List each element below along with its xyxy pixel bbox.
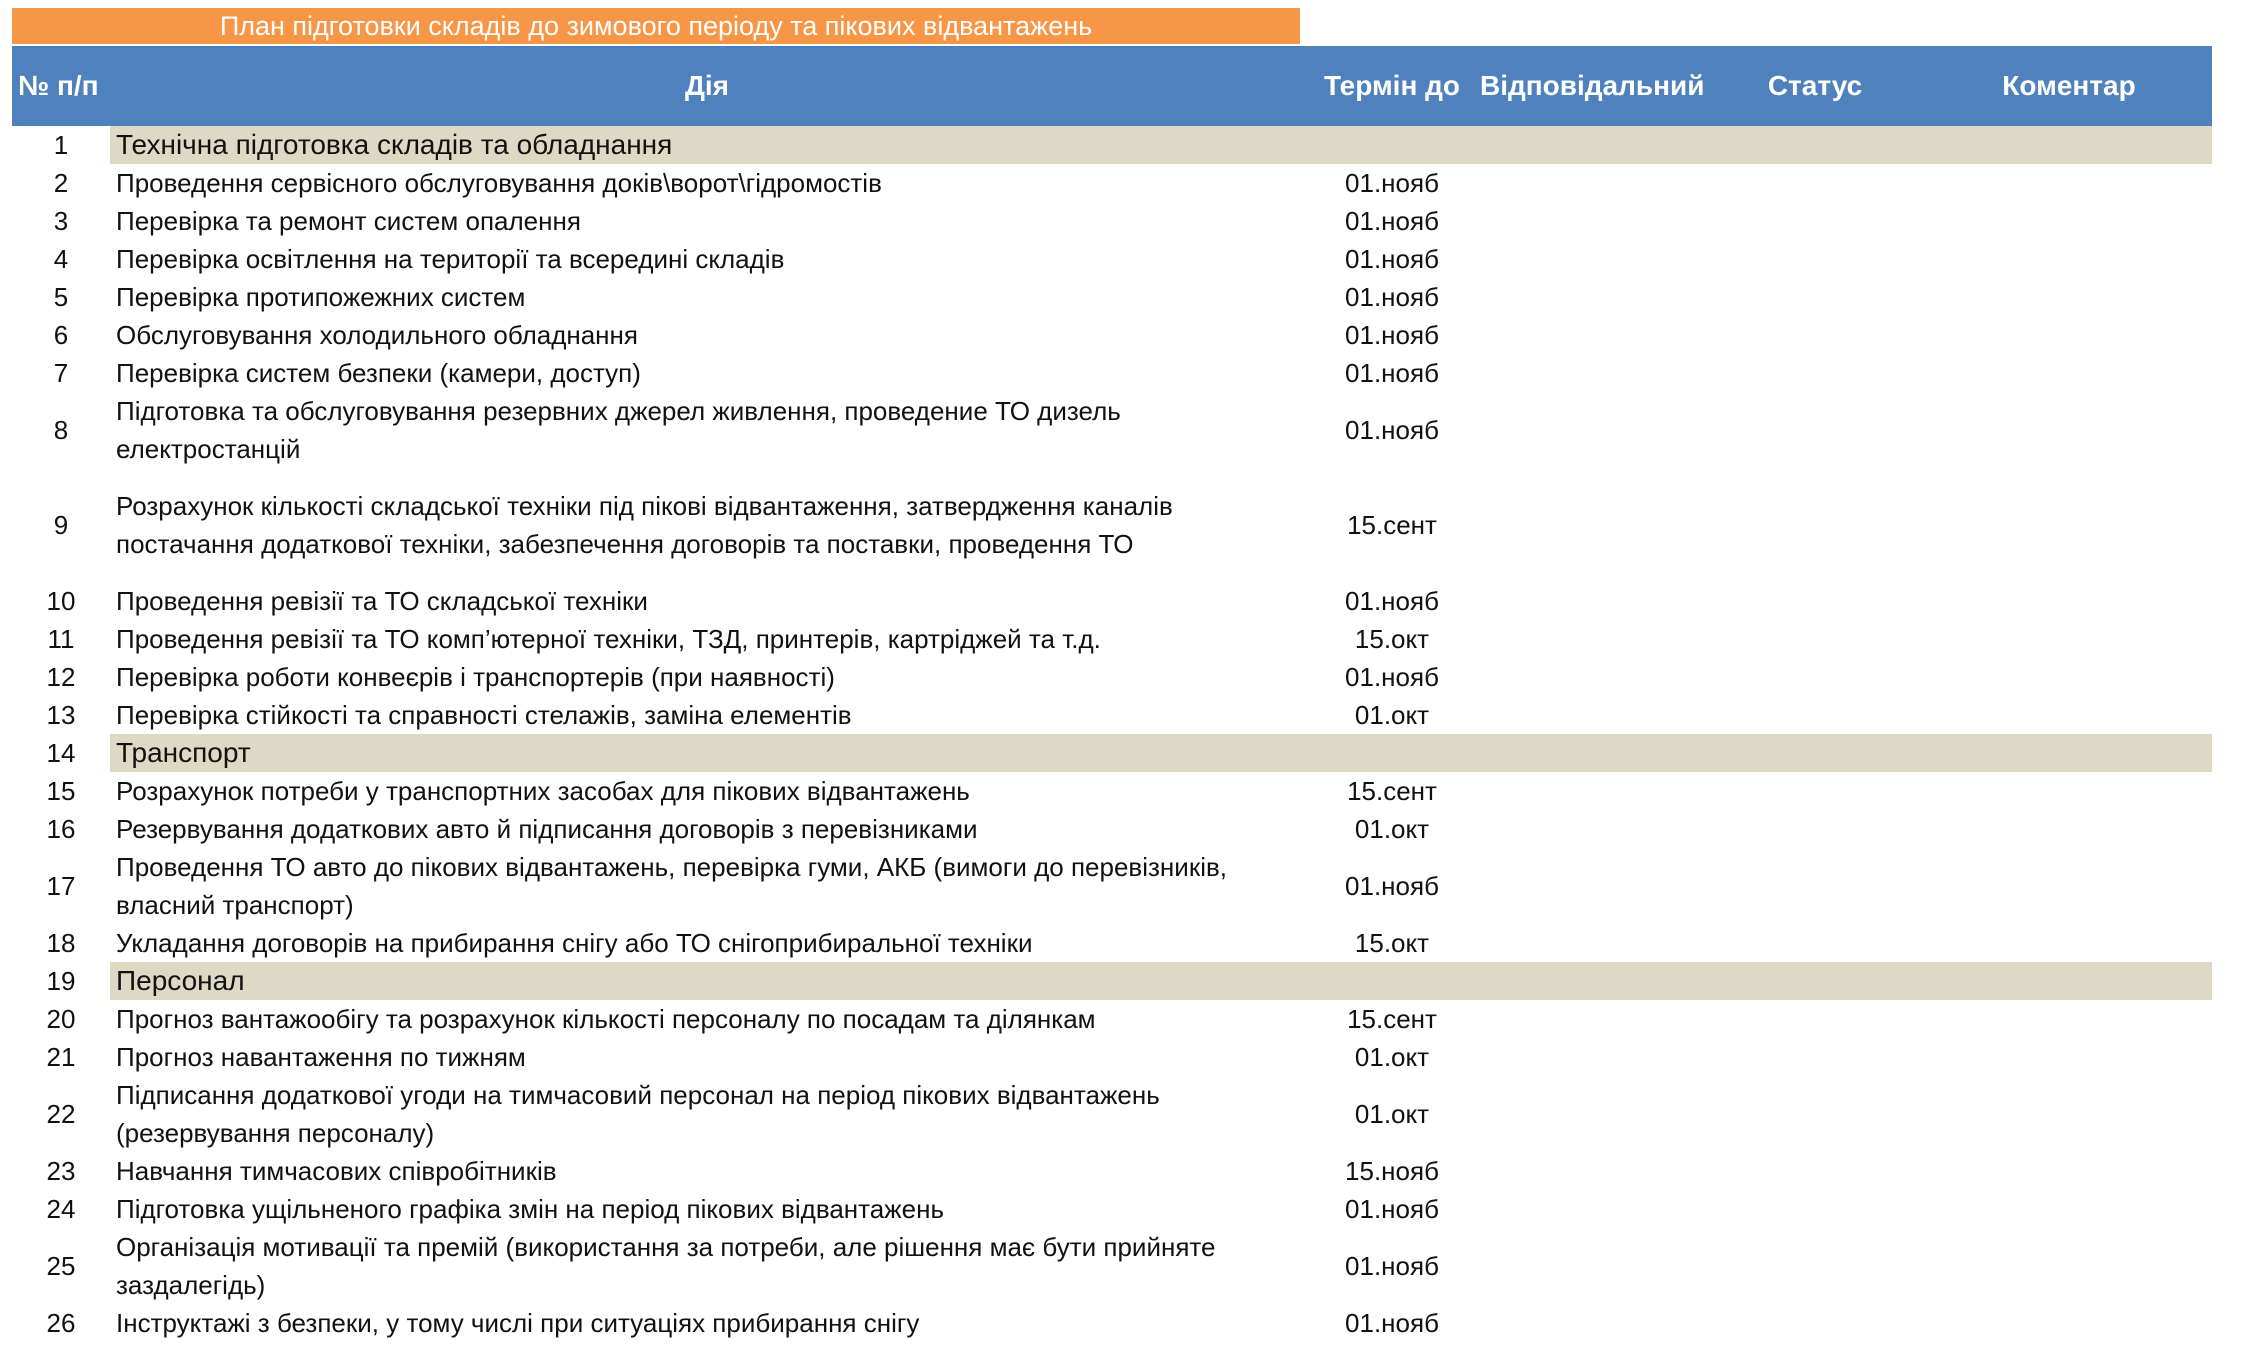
row-action: Організація мотивації та премій (використання за потреби, але рішення має бути прийняте заздалегідь): [116, 1232, 1216, 1300]
row-action: Підписання додаткової угоди на тимчасовий персонал на період пікових відвантажень (резервування персоналу): [116, 1080, 1160, 1148]
row-deadline: 01.окт: [1354, 1098, 1430, 1129]
row-num: 9: [53, 509, 69, 540]
row-deadline: [1304, 126, 1480, 164]
table-row: [12, 1038, 2212, 1076]
row-comment: [1926, 734, 2212, 772]
row-deadline: 15.сент: [1347, 509, 1437, 540]
row-responsible: [1480, 126, 1704, 164]
row-num: 25: [46, 1250, 76, 1281]
row-deadline: 01.нояб: [1345, 357, 1439, 388]
row-deadline: 01.нояб: [1345, 1250, 1439, 1281]
section-row: [12, 126, 2212, 164]
row-action: Проведення ревізії та ТО комп’ютерної техніки, ТЗД, принтерів, картріджей та т.д.: [116, 624, 1101, 654]
row-num: 5: [53, 281, 69, 312]
row-num: 1: [53, 129, 69, 160]
table-row: [12, 1000, 2212, 1038]
header-status: Статус: [1767, 70, 1863, 101]
row-num: 11: [47, 623, 75, 654]
row-num: 24: [46, 1193, 76, 1224]
section-title: Транспорт: [110, 734, 1304, 772]
plan-title: План підготовки складів до зимового періоду та пікових відвантажень: [12, 8, 1300, 44]
row-num: 19: [46, 965, 76, 996]
row-action: Перевірка протипожежних систем: [116, 282, 526, 312]
row-action: Прогноз навантаження по тижням: [116, 1042, 526, 1072]
plan-table: [12, 46, 2212, 1342]
row-num: 3: [53, 205, 69, 236]
row-action: Перевірка та ремонт систем опалення: [116, 206, 581, 236]
row-deadline: 01.нояб: [1345, 1193, 1439, 1224]
row-action: Резервування додаткових авто й підписання договорів з перевізниками: [116, 814, 978, 844]
row-num: 26: [46, 1307, 76, 1338]
row-num: 2: [53, 167, 69, 198]
row-action: Розрахунок потреби у транспортних засобах для пікових відвантажень: [116, 776, 970, 806]
table-row: [12, 1304, 2212, 1342]
row-status: [1704, 962, 1926, 1000]
row-deadline: 01.нояб: [1345, 414, 1439, 445]
row-deadline: 01.нояб: [1345, 319, 1439, 350]
table-row: [12, 240, 2212, 278]
row-comment: [1926, 962, 2212, 1000]
row-num: 14: [46, 737, 76, 768]
row-action: Підготовка та обслуговування резервних джерел живлення, проведение ТО дизель електростанцій: [116, 396, 1121, 464]
row-action: Перевірка систем безпеки (камери, доступ): [116, 358, 641, 388]
row-action: Інструктажі з безпеки, у тому числі при ситуаціях прибирання снігу: [116, 1308, 920, 1338]
row-deadline: 01.окт: [1354, 1041, 1430, 1072]
section-title: Технічна підготовка складів та обладнання: [110, 126, 1304, 164]
section-row: [12, 734, 2212, 772]
table-row: [12, 658, 2212, 696]
row-status: [1704, 126, 1926, 164]
row-deadline: 15.окт: [1354, 927, 1430, 958]
table-header: [12, 46, 2212, 126]
row-deadline: 15.сент: [1347, 1003, 1437, 1034]
row-deadline: [1304, 962, 1480, 1000]
section-title: Персонал: [110, 962, 1304, 1000]
row-num: 17: [46, 870, 76, 901]
row-num: 15: [46, 775, 76, 806]
row-action: Перевірка стійкості та справності стелажів, заміна елементів: [116, 700, 852, 730]
row-deadline: 15.сент: [1347, 775, 1437, 806]
row-num: 8: [53, 414, 69, 445]
row-num: 23: [46, 1155, 76, 1186]
row-responsible: [1480, 734, 1704, 772]
row-action: Підготовка ущільненого графіка змін на період пікових відвантажень: [116, 1194, 945, 1224]
row-num: 6: [53, 319, 69, 350]
header-responsible: Відповідальний: [1480, 70, 1705, 101]
row-action: Розрахунок кількості складської техніки під пікові відвантаження, затвердження каналів постачання додаткової техніки, забезпечення договорів та поставки, проведення ТО: [116, 491, 1173, 559]
row-deadline: 01.нояб: [1345, 243, 1439, 274]
row-deadline: 01.окт: [1354, 699, 1430, 730]
row-deadline: 15.нояб: [1345, 1155, 1439, 1186]
row-comment: [1926, 126, 2212, 164]
header-action: Дія: [684, 70, 730, 101]
row-deadline: 01.нояб: [1345, 281, 1439, 312]
table-row: [12, 810, 2212, 848]
header-comment: Коментар: [2002, 70, 2136, 101]
row-status: [1704, 734, 1926, 772]
row-num: 4: [53, 243, 69, 274]
row-num: 21: [46, 1041, 76, 1072]
table-row: [12, 164, 2212, 202]
row-num: 13: [46, 699, 76, 730]
row-deadline: [1304, 734, 1480, 772]
row-action: Навчання тимчасових співробітників: [116, 1156, 557, 1186]
row-num: 18: [46, 927, 76, 958]
table-row: [12, 696, 2212, 734]
table-row: [12, 1152, 2212, 1190]
row-action: Прогноз вантажообігу та розрахунок кількості персоналу по посадам та ділянкам: [116, 1004, 1096, 1034]
table-row: [12, 620, 2212, 658]
row-deadline: 15.окт: [1354, 623, 1430, 654]
row-num: 7: [53, 357, 69, 388]
table-row: [12, 316, 2212, 354]
row-num: 10: [46, 585, 76, 616]
row-num: 16: [46, 813, 76, 844]
table-row: [12, 924, 2212, 962]
row-action: Проведення ревізії та ТО складської техніки: [116, 586, 648, 616]
row-deadline: 01.нояб: [1345, 661, 1439, 692]
table-row: [12, 278, 2212, 316]
row-num: 22: [46, 1098, 76, 1129]
row-action: Укладання договорів на прибирання снігу або ТО снігоприбиральної техніки: [116, 928, 1033, 958]
table-row: [12, 468, 2212, 582]
row-num: 20: [46, 1003, 76, 1034]
table-row: [12, 848, 2212, 924]
table-row: [12, 392, 2212, 468]
table-row: [12, 1228, 2212, 1304]
row-action: Обслуговування холодильного обладнання: [116, 320, 638, 350]
row-responsible: [1480, 962, 1704, 1000]
header-num: № п/п: [18, 70, 99, 101]
row-deadline: 01.нояб: [1345, 585, 1439, 616]
section-row: [12, 962, 2212, 1000]
table-row: [12, 202, 2212, 240]
row-deadline: 01.нояб: [1345, 205, 1439, 236]
table-row: [12, 1076, 2212, 1152]
row-deadline: 01.окт: [1354, 813, 1430, 844]
row-deadline: 01.нояб: [1345, 167, 1439, 198]
table-row: [12, 772, 2212, 810]
row-action: Перевірка освітлення на території та всередині складів: [116, 244, 785, 274]
row-deadline: 01.нояб: [1345, 1307, 1439, 1338]
row-action: Перевірка роботи конвеєрів і транспортерів (при наявності): [116, 662, 835, 692]
row-deadline: 01.нояб: [1345, 870, 1439, 901]
row-action: Проведення сервісного обслуговування доків\ворот\гідромостів: [116, 168, 882, 198]
table-row: [12, 582, 2212, 620]
table-row: [12, 354, 2212, 392]
row-action: Проведення ТО авто до пікових відвантажень, перевірка гуми, АКБ (вимоги до перевізників, власний транспорт): [116, 852, 1228, 920]
row-num: 12: [46, 661, 76, 692]
table-row: [12, 1190, 2212, 1228]
header-deadline: Термін до: [1323, 70, 1461, 101]
